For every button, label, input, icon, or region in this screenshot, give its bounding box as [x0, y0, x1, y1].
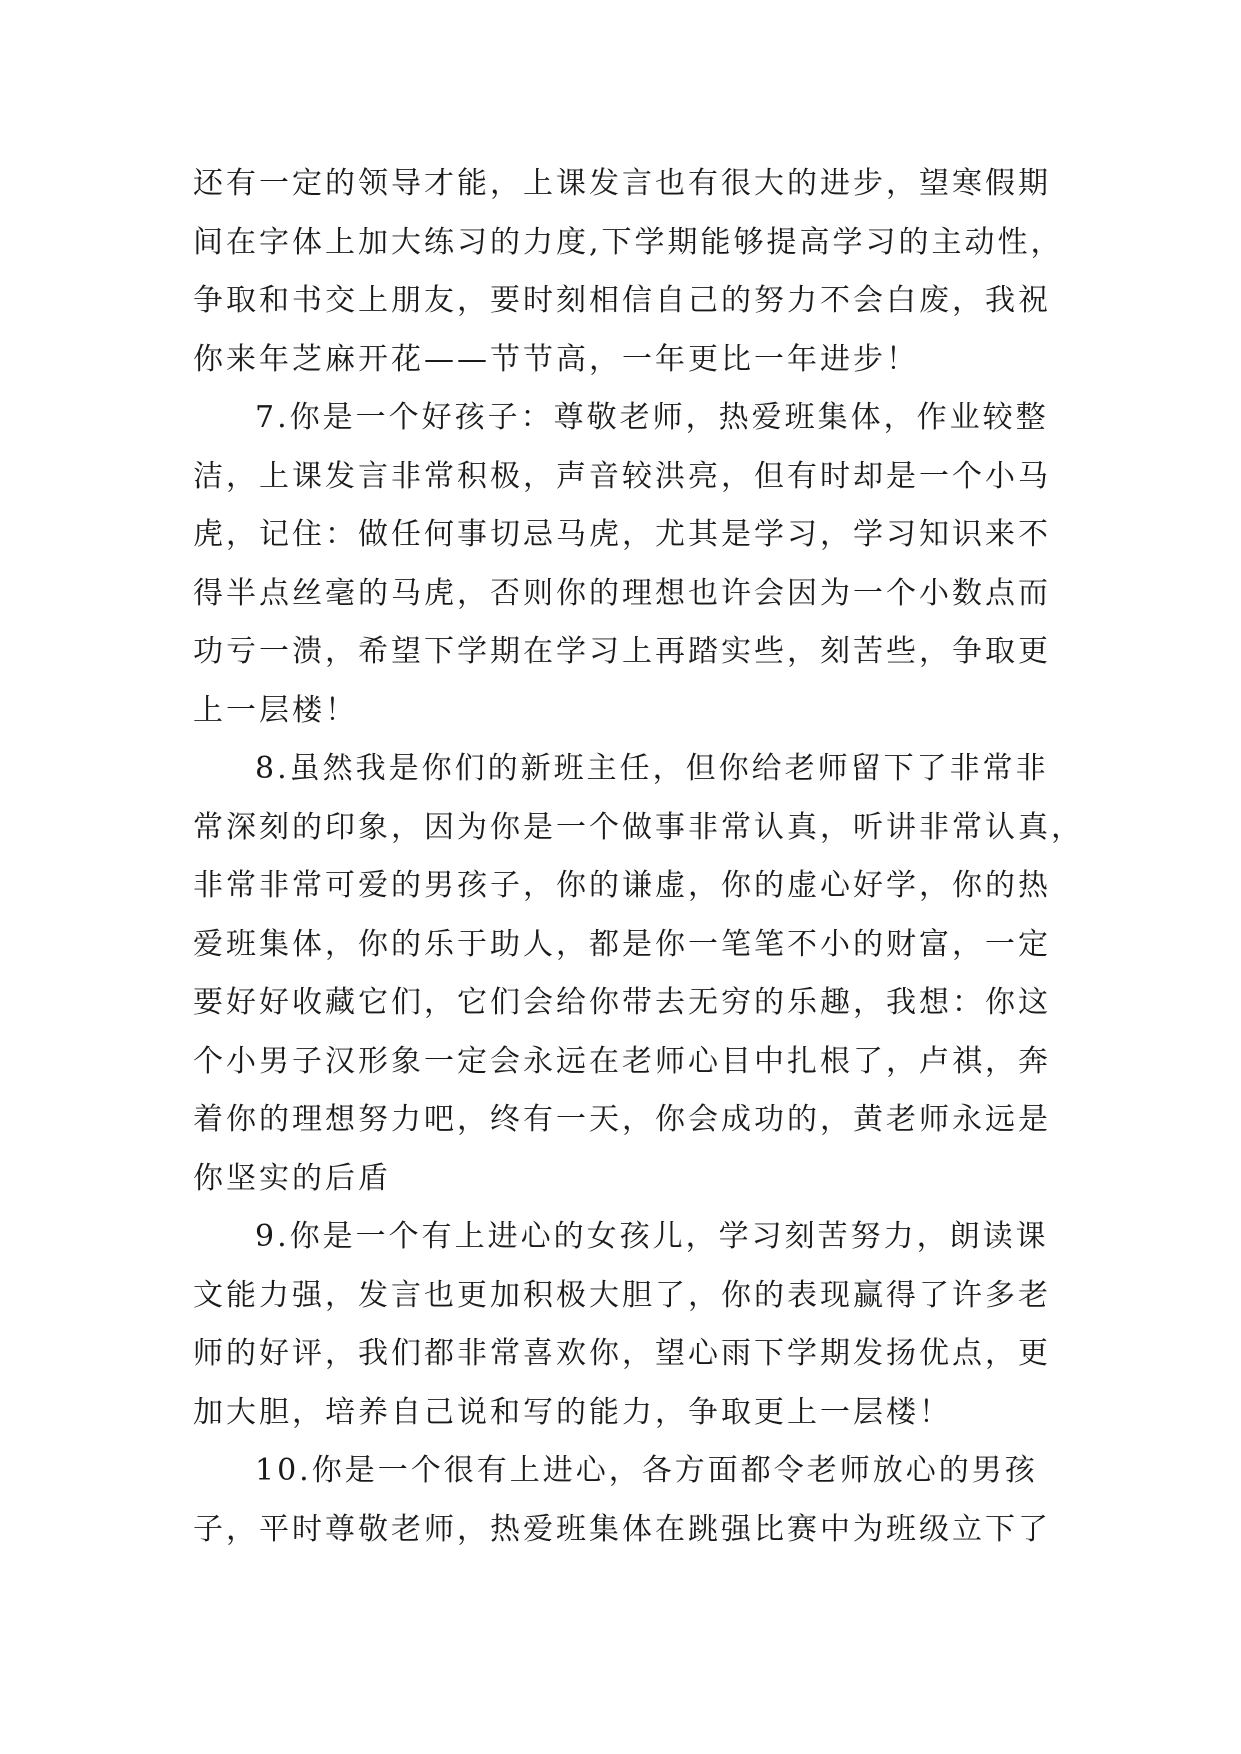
text-line: 师的好评，我们都非常喜欢你，望心雨下学期发扬优点，更 [193, 1336, 1051, 1371]
paragraph-start-line: 10.你是一个很有上进心，各方面都令老师放心的男孩 [255, 1453, 1038, 1488]
text-line: 子，平时尊敬老师，热爱班集体在跳强比赛中为班级立下了 [193, 1511, 1051, 1547]
document-body [193, 155, 1093, 1559]
text-line: 洁，上课发言非常积极，声音较洪亮，但有时却是一个小马 [193, 458, 1051, 494]
paragraph-start-line: 8.虽然我是你们的新班主任，但你给老师留下了非常非 [255, 751, 1049, 786]
text-line: 常深刻的印象，因为你是一个做事非常认真，听讲非常认真， [193, 809, 1084, 845]
text-line: 上一层楼！ [193, 692, 358, 728]
text-line: 你来年芝麻开花——节节高，一年更比一年进步！ [193, 341, 919, 377]
text-line: 爱班集体，你的乐于助人，都是你一笔笔不小的财富，一定 [193, 926, 1051, 962]
text-line: 间在字体上加大练习的力度,下学期能够提高学习的主动性， [193, 224, 1064, 260]
text-line: 还有一定的领导才能，上课发言也有很大的进步，望寒假期 [193, 166, 1051, 201]
text-line: 着你的理想努力吧，终有一天，你会成功的，黄老师永远是 [193, 1102, 1051, 1137]
text-line: 你坚实的后盾 [193, 1160, 391, 1196]
text-line: 得半点丝毫的马虎，否则你的理想也许会因为一个小数点而 [193, 575, 1051, 611]
text-line: 争取和书交上朋友，要时刻相信自己的努力不会白废，我祝 [193, 283, 1051, 318]
text-line: 文能力强，发言也更加积极大胆了，你的表现赢得了许多老 [193, 1277, 1051, 1313]
text-line: 虎，记住：做任何事切忌马虎，尤其是学习，学习知识来不 [193, 517, 1051, 552]
text-line: 个小男子汉形象一定会永远在老师心目中扎根了，卢祺，奔 [193, 1043, 1051, 1079]
text-line: 非常非常可爱的男孩子，你的谦虚，你的虚心好学，你的热 [193, 868, 1051, 903]
text-line: 功亏一溃，希望下学期在学习上再踏实些，刻苦些，争取更 [193, 634, 1051, 669]
paragraph-start-line: 9.你是一个有上进心的女孩儿，学习刻苦努力，朗读课 [255, 1219, 1049, 1254]
text-line: 要好好收藏它们，它们会给你带去无穷的乐趣，我想：你这 [193, 985, 1051, 1020]
paragraph-start-line: 7.你是一个好孩子：尊敬老师，热爱班集体，作业较整 [255, 400, 1049, 435]
text-line: 加大胆，培养自己说和写的能力，争取更上一层楼！ [193, 1394, 952, 1430]
